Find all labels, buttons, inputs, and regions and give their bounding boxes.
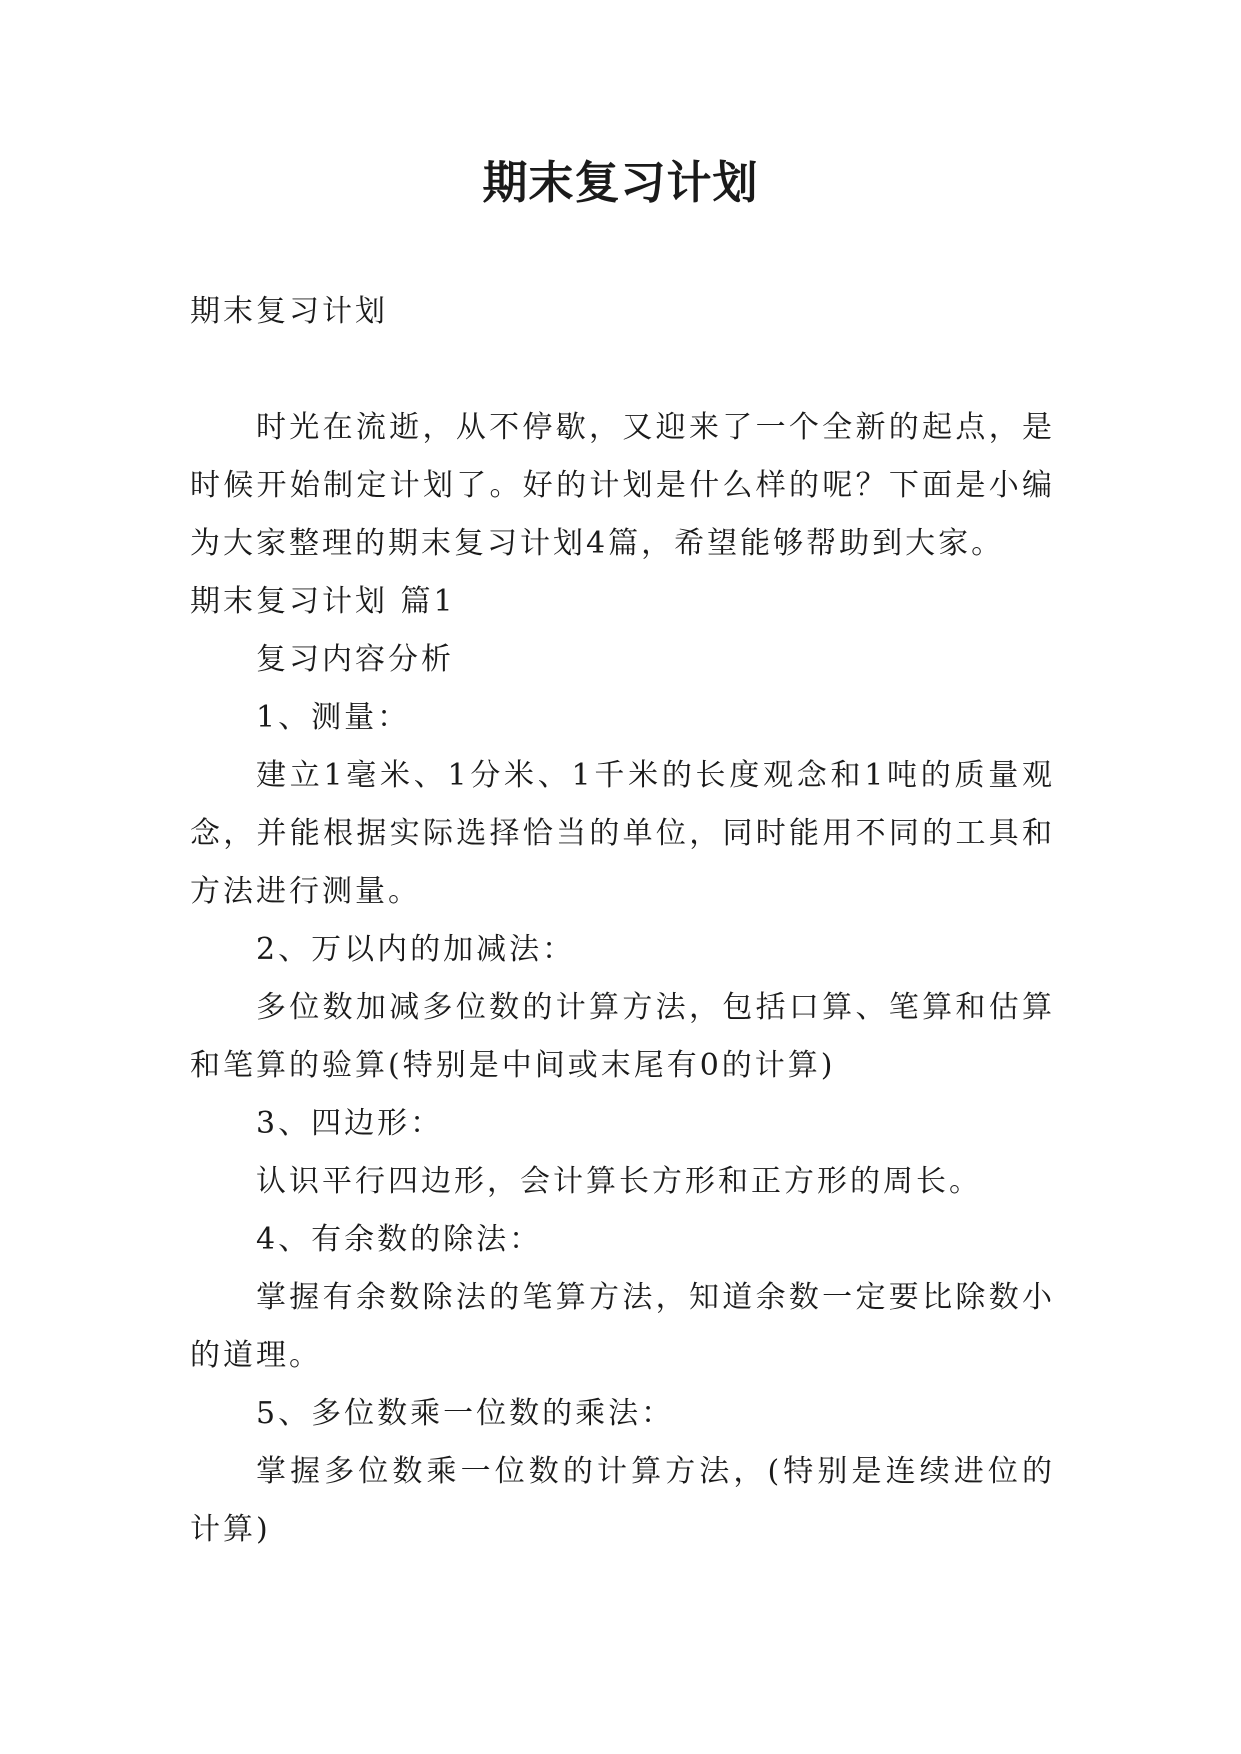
document-title: 期末复习计划 (482, 156, 759, 209)
paragraph-measurement-body: 建立1毫米、1分米、1千米的长度观念和1吨的质量观念，并能根据实际选择恰当的单位，同时能用不同的工具和方法进行测量。 (190, 758, 1055, 909)
paragraph-division-body: 掌握有余数除法的笔算方法，知道余数一定要比除数小的道理。 (190, 1280, 1055, 1373)
document-body (190, 283, 1055, 1559)
paragraph-review-analysis: 复习内容分析 (256, 642, 454, 677)
paragraph-multiplication-heading: 5、多位数乘一位数的乘法： (256, 1396, 675, 1431)
paragraph-quadrilateral-body: 认识平行四边形，会计算长方形和正方形的周长。 (256, 1164, 982, 1199)
intro-paragraph: 时光在流逝，从不停歇，又迎来了一个全新的起点，是时候开始制定计划了。好的计划是什么样的呢？下面是小编为大家整理的期末复习计划4篇，希望能够帮助到大家。 (190, 410, 1055, 561)
paragraph-division-heading: 4、有余数的除法： (256, 1222, 543, 1257)
section-heading: 期末复习计划 篇1 (190, 584, 456, 619)
paragraph-addsub-heading: 2、万以内的加减法： (256, 932, 576, 967)
paragraph-addsub-body: 多位数加减多位数的计算方法，包括口算、笔算和估算和笔算的验算(特别是中间或末尾有0的计算) (190, 990, 1055, 1083)
paragraph-measurement-heading: 1、测量： (256, 700, 411, 735)
paragraph-multiplication-body: 掌握多位数乘一位数的计算方法，(特别是连续进位的计算) (190, 1454, 1055, 1547)
document-subtitle: 期末复习计划 (190, 294, 388, 329)
spacer (190, 341, 1055, 399)
paragraph-quadrilateral-heading: 3、四边形： (256, 1106, 444, 1141)
